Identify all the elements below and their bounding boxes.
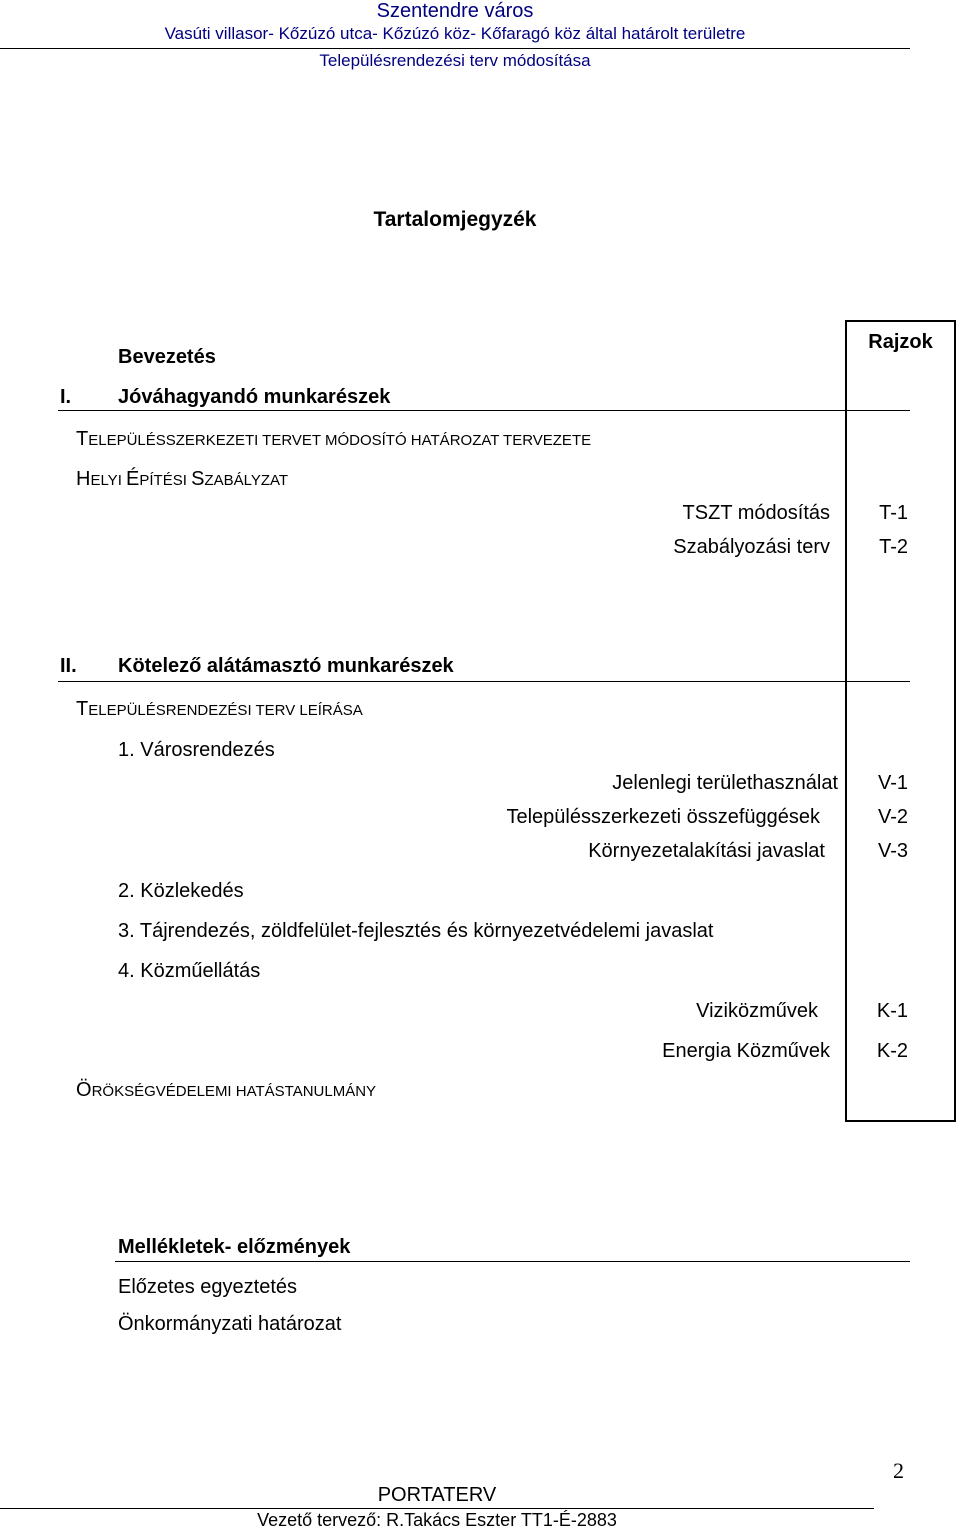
section2-rule bbox=[58, 681, 910, 682]
section1-title: Jóváhagyandó munkarészek bbox=[118, 386, 391, 408]
drawings-column-title: Rajzok bbox=[868, 331, 933, 353]
heritage-study-heading: ÖRÖKSÉGVÉDELEMI HATÁSTANULMÁNY bbox=[76, 1079, 377, 1101]
annex-item-preliminary-consultation: Előzetes egyeztetés bbox=[118, 1276, 297, 1298]
section1-number: I. bbox=[60, 386, 72, 408]
annex-item-council-decision: Önkormányzati határozat bbox=[118, 1313, 342, 1335]
intro-heading: Bevezetés bbox=[118, 346, 216, 368]
subsection-utilities: 4. Közműellátás bbox=[118, 960, 261, 982]
section1-rule bbox=[58, 410, 910, 411]
section2-title: Kötelező alátámasztó munkarészek bbox=[118, 655, 454, 677]
drawing-label-v2: Településszerkezeti összefüggések bbox=[506, 806, 820, 828]
drawing-code-v1: V-1 bbox=[877, 772, 908, 794]
drawing-label-k1: Viziközművek bbox=[696, 1000, 818, 1022]
drawing-label-t2: Szabályozási terv bbox=[673, 536, 830, 558]
header-area: Vasúti villasor- Kőzúzó utca- Kőzúzó köz- Kőfaragó köz által határolt területre bbox=[164, 24, 746, 43]
footer-rule bbox=[0, 1508, 874, 1509]
drawing-label-t1: TSZT módosítás bbox=[682, 502, 830, 524]
drawing-label-v1: Jelenlegi területhasználat bbox=[612, 772, 838, 794]
drawing-code-k2: K-2 bbox=[876, 1040, 908, 1062]
subsection-urban-planning: 1. Városrendezés bbox=[118, 739, 275, 761]
drawing-code-v3: V-3 bbox=[877, 840, 908, 862]
footer-designer: Vezető tervező: R.Takács Eszter TT1-É-2883 bbox=[257, 1510, 617, 1530]
header-plan: Településrendezési terv módosítása bbox=[319, 51, 591, 70]
annex-rule bbox=[115, 1261, 910, 1262]
drawing-code-v2: V-2 bbox=[877, 806, 908, 828]
drawing-code-t1: T-1 bbox=[879, 502, 908, 524]
drawing-label-k2: Energia Közművek bbox=[662, 1040, 830, 1062]
drawing-code-t2: T-2 bbox=[879, 536, 908, 558]
footer-company: PORTATERV bbox=[377, 1484, 497, 1506]
section2-description-heading: TELEPÜLÉSRENDEZÉSI TERV LEÍRÁSA bbox=[76, 698, 363, 720]
subsection-landscape: 3. Tájrendezés, zöldfelület-fejlesztés és környezetvédelemi javaslat bbox=[118, 920, 714, 942]
drawing-label-v3: Környezetalakítási javaslat bbox=[588, 840, 825, 862]
annex-title: Mellékletek- előzmények bbox=[118, 1236, 351, 1258]
page-number: 2 bbox=[893, 1458, 904, 1483]
subsection-transport: 2. Közlekedés bbox=[118, 880, 244, 902]
drawing-code-k1: K-1 bbox=[876, 1000, 908, 1022]
header-rule bbox=[0, 48, 910, 49]
page-title: Tartalomjegyzék bbox=[373, 208, 537, 231]
section2-number: II. bbox=[60, 655, 77, 677]
section1-item-settlement-structure: TELEPÜLÉSSZERKEZETI TERVET MÓDOSÍTÓ HATÁROZAT TERVEZETE bbox=[76, 428, 592, 450]
header-city: Szentendre város bbox=[376, 0, 534, 22]
section1-item-building-regulation: HELYI ÉPÍTÉSI SZABÁLYZAT bbox=[76, 468, 289, 490]
